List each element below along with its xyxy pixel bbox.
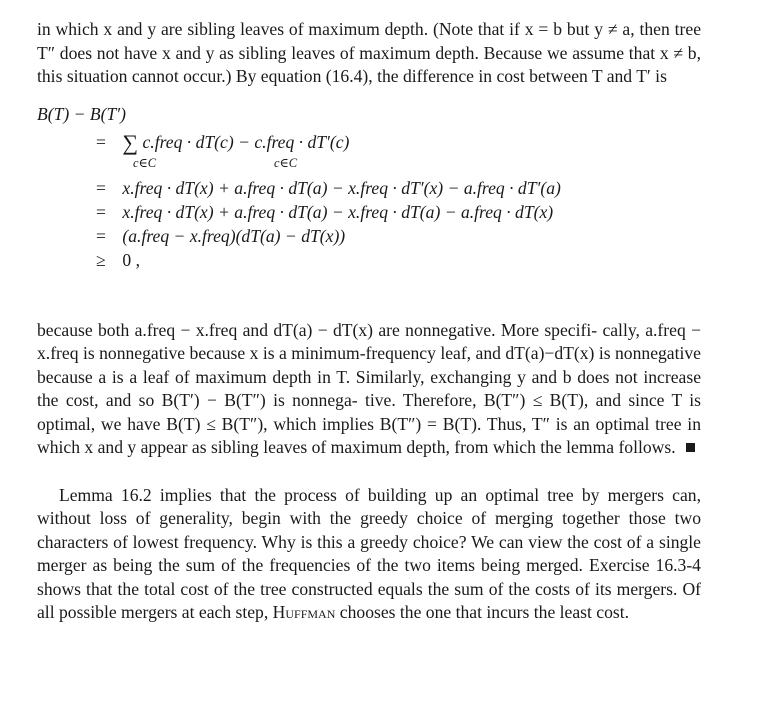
equation-row-3 (96, 202, 553, 223)
relation-symbol: = (96, 177, 106, 198)
para2-line4: exchanging y and b does not increase the cost, and so B(T′) − B(T″) is nonnega- (37, 366, 702, 410)
para1-line4: the difference in cost between T and T′ is (377, 66, 667, 86)
summation-icon: ∑ (122, 129, 139, 155)
sum-index-1: c∈C (133, 155, 157, 170)
relation-symbol: = (96, 131, 106, 152)
para1-line1: in which x and y are sibling leaves of maximum depth. (Note that if x = b but (37, 19, 590, 39)
para2-line2: cally, a.freq − x.freq is nonnegative because x is a minimum-frequency leaf, and (37, 319, 702, 363)
equation-rhs: (a.freq − x.freq)(dT(a) − dT(x)) (122, 225, 346, 246)
huffman-name: Huffman (272, 602, 336, 622)
para2-line7: appear as sibling leaves of maximum depth, from which the lemma follows. (140, 437, 676, 457)
para3-line4: view the cost of a single merger as being the sum of the frequencies of the two items (37, 531, 701, 575)
para3-line5: being merged. Exercise 16.3-4 shows that the total cost of the tree constructed (37, 555, 701, 599)
qed-square-icon (686, 443, 695, 452)
para3-line2: can, without loss of generality, begin with the greedy choice of merging together (37, 484, 701, 528)
paragraph-proof-conclusion (37, 319, 701, 460)
para3-line3: those two characters of lowest frequency. Why is this a greedy choice? We can (37, 508, 702, 552)
equation-row-1 (96, 130, 349, 156)
paragraph-greedy-choice (37, 484, 701, 625)
relation-symbol: = (96, 225, 106, 246)
cost-difference-equation (37, 104, 701, 309)
para3-line7: chooses the one that incurs the least cost. (335, 602, 630, 622)
para1-line2: y ≠ a, then tree T″ does not have x and y as sibling leaves of maximum depth. (37, 19, 701, 63)
para2-line6: which implies B(T″) = B(T). Thus, T″ is an optimal tree in which x and y (37, 413, 701, 457)
text-page (37, 18, 701, 625)
equation-rhs: 0 , (122, 249, 140, 270)
relation-symbol: = (96, 201, 106, 222)
equation-head: B(T) − B(T′) (37, 103, 127, 124)
para3-line1: Lemma 16.2 implies that the process of building up an optimal tree by mergers (59, 484, 664, 505)
para2-line1: because both a.freq − x.freq and dT(a) − dT(x) are nonnegative. More specifi- (37, 319, 598, 340)
para2-line5: tive. Therefore, B(T″) ≤ B(T), and since T is optimal, we have B(T) ≤ B(T″), (37, 390, 701, 434)
equation-row-4 (96, 226, 345, 247)
para3-line6: equals the sum of the costs of its mergers. Of all possible mergers at each step, (37, 578, 702, 622)
equation-rhs: c.freq · dT(c) − c.freq · dT′(c) (142, 131, 350, 152)
para2-line3: dT(a)−dT(x) is nonnegative because a is a leaf of maximum depth in T. Similarly, (37, 343, 701, 387)
relation-symbol: ≥ (96, 249, 106, 270)
equation-row-2 (96, 178, 561, 199)
paragraph-proof-intro (37, 18, 701, 89)
para1-line3: Because we assume that x ≠ b, this situation cannot occur.) By equation (16.4), (37, 42, 702, 86)
equation-rhs: x.freq · dT(x) + a.freq · dT(a) − x.freq · dT(a) − a.freq · dT(x) (122, 201, 554, 222)
equation-rhs: x.freq · dT(x) + a.freq · dT(a) − x.freq · dT′(x) − a.freq · dT′(a) (122, 177, 561, 198)
sum-index-2: c∈C (274, 155, 298, 170)
equation-row-5 (96, 250, 140, 271)
